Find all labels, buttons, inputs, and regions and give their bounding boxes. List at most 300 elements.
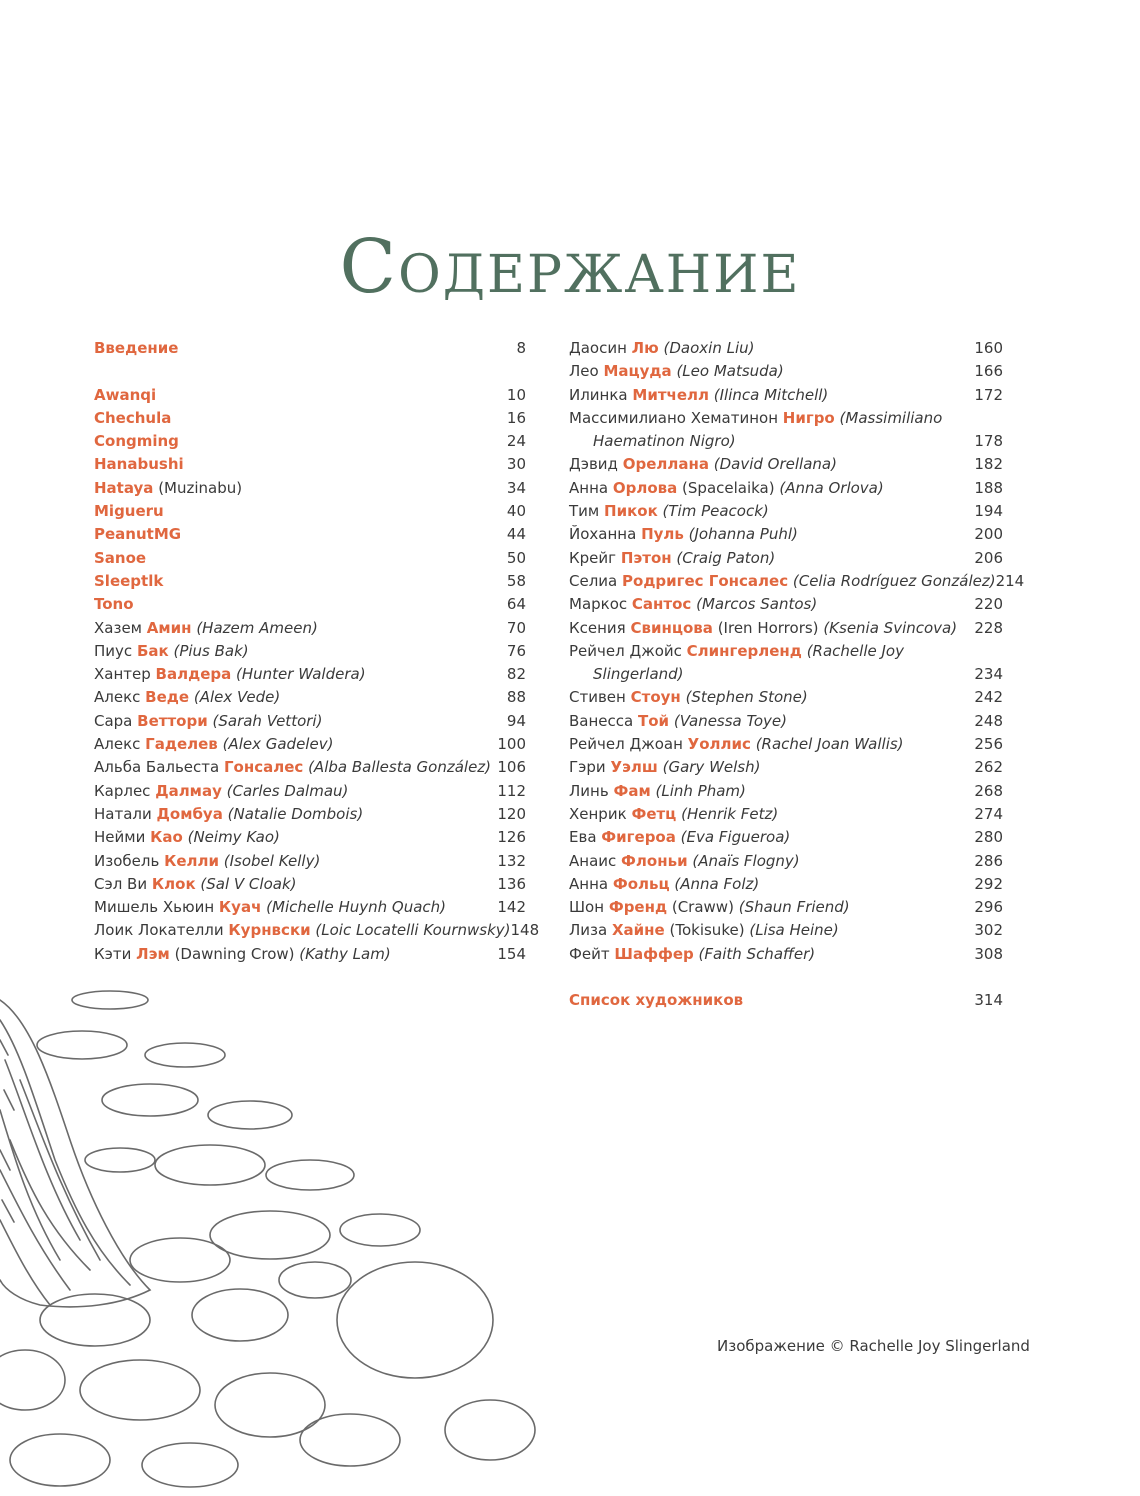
toc-gap [569, 966, 1003, 989]
toc-entry[interactable] [94, 803, 526, 826]
artist-first-name: Анна [569, 874, 609, 893]
artist-name: Шаффер [614, 944, 694, 963]
page-number: 132 [497, 851, 526, 870]
page-number: 30 [506, 455, 526, 474]
toc-entry[interactable] [94, 686, 526, 709]
page-number: 166 [974, 362, 1003, 381]
page-number: 314 [974, 991, 1003, 1010]
toc-entry[interactable] [94, 850, 526, 873]
artist-first-name: Йоханна [569, 525, 637, 544]
artist-first-name: Карлес [94, 781, 151, 800]
toc-entry-text [569, 523, 963, 546]
artist-name: Chechula [94, 408, 172, 427]
artist-latin-name: (Natalie Dombois) [227, 804, 364, 823]
toc-entry[interactable] [569, 500, 1003, 523]
artist-name: Лю [631, 339, 659, 357]
artist-name: Хайне [611, 921, 665, 940]
artist-name: Congming [94, 432, 179, 451]
toc-entry-text [569, 989, 963, 1012]
artist-first-name: Хенрик [569, 804, 627, 823]
toc-entry-text [569, 617, 963, 640]
toc-entry-text [94, 803, 486, 826]
toc-entry[interactable] [569, 360, 1003, 383]
artist-alias: (Muzinabu) [158, 478, 243, 497]
artist-latin-name: (David Orellana) [713, 455, 837, 474]
artist-name: Лэм [136, 944, 170, 963]
toc-entry-text [94, 710, 486, 733]
artist-name: Домбуа [156, 804, 223, 823]
artist-name: Пикок [604, 502, 658, 521]
pencil-sketch-illustration [0, 960, 560, 1496]
artist-name: Келли [164, 851, 219, 870]
toc-entry[interactable] [94, 919, 540, 942]
artist-latin-name: (Alex Gadelev) [222, 735, 334, 754]
artist-latin-name: (Isobel Kelly) [223, 851, 321, 870]
toc-entry-text [94, 756, 491, 779]
image-credit: Изображение © Rachelle Joy Slingerland [717, 1337, 1030, 1355]
toc-entry[interactable] [569, 686, 1003, 709]
page-number: 34 [506, 478, 526, 497]
toc-entry[interactable] [569, 733, 1003, 756]
artist-name: Стоун [630, 688, 681, 707]
artist-first-name: Альба Бальеста [94, 758, 220, 777]
page-number: 136 [497, 874, 526, 893]
page-number: 220 [974, 595, 1003, 614]
artist-first-name: Анаис [569, 851, 617, 870]
page-number: 200 [974, 525, 1003, 544]
toc-entry[interactable] [569, 919, 1003, 942]
page-number: 262 [974, 758, 1003, 777]
artist-first-name: Селиа [569, 571, 618, 590]
toc-entry[interactable] [94, 337, 526, 360]
page-number: 94 [506, 711, 526, 730]
artist-latin-name: (Stephen Stone) [685, 688, 808, 707]
artist-first-name: Илинка [569, 385, 628, 404]
toc-entry[interactable] [94, 453, 526, 476]
toc-entry-text [94, 686, 486, 709]
toc-entry-text [569, 477, 963, 500]
toc-entry[interactable] [569, 547, 1003, 570]
artist-latin-name: (Leo Matsuda) [676, 362, 784, 381]
artist-first-name: Сара [94, 711, 133, 730]
artist-alias: (Craww) [671, 898, 734, 917]
page-number: 242 [974, 688, 1003, 707]
toc-entry[interactable] [569, 989, 1003, 1012]
toc-entry[interactable] [94, 523, 526, 546]
toc-entry-text [569, 407, 963, 454]
artist-first-name: Кэти [94, 944, 132, 963]
artist-latin-name: (Ilinca Mitchell) [713, 385, 829, 404]
toc-entry-text [94, 337, 486, 360]
page-number: 234 [974, 665, 1003, 684]
toc-entry[interactable] [569, 617, 1003, 640]
artist-name: Гаделев [145, 735, 218, 754]
artist-name: Куач [218, 898, 262, 917]
toc-entry-text [94, 640, 486, 663]
artist-latin-name: (Anna Folz) [674, 874, 760, 893]
toc-entry[interactable] [569, 384, 1003, 407]
artist-name: Фетц [631, 804, 677, 823]
artist-name: Уоллис [687, 735, 751, 754]
page-number: 16 [506, 408, 526, 427]
artist-name: Сантос [631, 595, 692, 614]
page-number: 44 [506, 525, 526, 544]
artist-first-name: Хазем [94, 618, 142, 637]
artist-first-name: Крейг [569, 548, 617, 567]
artist-latin-name: (Anaïs Flogny) [692, 851, 800, 870]
artist-name: Орлова [612, 478, 678, 497]
artist-latin-name: (Pius Bak) [173, 641, 249, 660]
artist-first-name: Ксения [569, 618, 626, 637]
toc-entry-text [569, 710, 963, 733]
toc-entry[interactable] [569, 570, 1025, 593]
artist-alias: (Dawning Crow) [174, 944, 295, 963]
page-number: 10 [506, 385, 526, 404]
toc-entry[interactable] [569, 523, 1003, 546]
page-number: 50 [506, 548, 526, 567]
artist-name: Фигероа [601, 828, 676, 847]
artist-first-name: Мишель Хьюин [94, 898, 215, 917]
toc-entry-text [94, 523, 486, 546]
artist-alias: (Iren Horrors) [717, 618, 819, 637]
page-number: 280 [974, 828, 1003, 847]
artist-latin-name: (Loic Locatelli Kournwsky) [315, 921, 511, 940]
artist-name: Веде [145, 688, 190, 707]
toc-entry[interactable] [94, 640, 526, 663]
artist-name: Гонсалес [224, 758, 304, 777]
page-number: 268 [974, 781, 1003, 800]
artist-first-name: Лиза [569, 921, 608, 940]
toc-entry-text [569, 593, 963, 616]
artist-first-name: Ванесса [569, 711, 634, 730]
artist-name: Awanqi [94, 385, 157, 404]
toc-entry-text [94, 547, 486, 570]
artist-name: Уэлш [610, 758, 658, 777]
artist-name: PeanutMG [94, 525, 182, 544]
toc-entry-text [94, 919, 511, 942]
artist-name: Веттори [137, 711, 208, 730]
page-number: 292 [974, 874, 1003, 893]
page-number: 154 [497, 944, 526, 963]
artist-first-name: Лоик Локателли [94, 921, 224, 940]
page-number: 182 [974, 455, 1003, 474]
artist-name: Фольц [612, 874, 670, 893]
artist-name: Той [638, 711, 670, 730]
toc-entry[interactable] [569, 593, 1003, 616]
artist-name: Амин [146, 618, 192, 637]
artist-first-name: Рейчел Джоан [569, 735, 683, 754]
artist-name: Пэтон [620, 548, 672, 567]
artist-name: Флоньи [621, 851, 688, 870]
toc-entry[interactable] [569, 943, 1003, 966]
artist-name: Бак [136, 641, 169, 660]
page-number: 178 [974, 432, 1003, 451]
artist-first-name: Алекс [94, 688, 141, 707]
toc-entry-text [569, 686, 963, 709]
page-number: 188 [974, 478, 1003, 497]
page-number: 126 [497, 828, 526, 847]
artist-latin-name-cont: Haematinon Nigro) [593, 432, 736, 451]
toc-entry-text [569, 826, 963, 849]
artist-first-name: Даосин [569, 339, 627, 357]
toc-entry[interactable] [94, 593, 526, 616]
toc-entry-text [569, 873, 963, 896]
toc-entry-text [569, 453, 963, 476]
artist-name: Родригес Гонсалес [622, 571, 789, 590]
artist-first-name: Алекс [94, 735, 141, 754]
page-number: 302 [974, 921, 1003, 940]
artist-first-name: Натали [94, 804, 152, 823]
artist-first-name: Лео [569, 362, 599, 381]
toc-entry[interactable] [569, 710, 1003, 733]
artist-name: Фам [613, 781, 651, 800]
toc-entry-text [94, 570, 486, 593]
page-title: Содержание [339, 224, 801, 310]
artist-latin-name: (Celia Rodríguez González) [792, 571, 996, 590]
artist-name: Hanabushi [94, 455, 184, 474]
toc-entry[interactable] [94, 733, 526, 756]
toc-entry[interactable] [94, 617, 526, 640]
page-number: 248 [974, 711, 1003, 730]
toc-entry-text [569, 570, 996, 593]
page-number: 58 [506, 571, 526, 590]
artist-name: Ореллана [622, 455, 709, 474]
artist-latin-name: (Hazem Ameen) [196, 618, 318, 637]
page-number: 100 [497, 735, 526, 754]
toc-entry[interactable] [94, 756, 526, 779]
toc-entry[interactable] [94, 943, 526, 966]
page-number: 88 [506, 688, 526, 707]
toc-gap [94, 360, 526, 383]
toc-entry-text [569, 337, 963, 360]
artist-latin-name: (Gary Welsh) [662, 758, 761, 777]
artist-first-name: Рейчел Джойс [569, 641, 682, 660]
artist-name: Sanoe [94, 548, 147, 567]
page-number: 228 [974, 618, 1003, 637]
artist-latin-name: (Craig Paton) [676, 548, 776, 567]
page-number: 142 [497, 898, 526, 917]
artist-name: Sleeptlk [94, 571, 164, 590]
toc-entry[interactable] [569, 337, 1003, 360]
page-number: 148 [510, 921, 540, 940]
toc-entry[interactable] [94, 430, 526, 453]
page-number: 8 [516, 339, 526, 357]
artist-latin-name: (Sal V Cloak) [200, 874, 297, 893]
toc-entry-text [94, 826, 486, 849]
toc-entry-text [94, 500, 486, 523]
toc-entry-text [569, 850, 963, 873]
toc-entry-text [569, 896, 963, 919]
toc-entry[interactable] [94, 547, 526, 570]
toc-entry-text [94, 453, 486, 476]
toc-right-column [569, 337, 1025, 1013]
toc-entry[interactable] [569, 640, 1003, 687]
toc-entry-text [94, 896, 486, 919]
artist-latin-name: (Anna Orlova) [779, 478, 884, 497]
toc-entry[interactable] [94, 873, 526, 896]
artist-latin-name: (Eva Figueroa) [680, 828, 791, 847]
toc-entry[interactable] [94, 826, 526, 849]
artist-latin-name: (Rachel Joan Wallis) [755, 735, 904, 754]
toc-entry[interactable] [94, 477, 526, 500]
page-number: 112 [497, 781, 526, 800]
artist-latin-name: (Carles Dalmau) [226, 781, 349, 800]
artist-first-name: Тим [569, 502, 600, 521]
artist-first-name: Хантер [94, 665, 151, 684]
artist-first-name: Линь [569, 781, 609, 800]
artist-name: Слингерленд [686, 641, 802, 660]
artist-latin-name: (Tim Peacock) [662, 502, 769, 521]
toc-entry-text [94, 430, 486, 453]
artist-name: Курнвски [228, 921, 311, 940]
artist-latin-name: (Michelle Huynh Quach) [266, 898, 447, 917]
artist-name: Митчелл [632, 385, 709, 404]
artist-first-name: Изобель [94, 851, 160, 870]
page-number: 70 [506, 618, 526, 637]
artist-first-name: Нейми [94, 828, 146, 847]
toc-entry-text [94, 663, 486, 686]
page-number: 256 [974, 735, 1003, 754]
artist-latin-name: (Linh Pham) [655, 781, 746, 800]
artist-name: Свинцова [630, 618, 713, 637]
toc-entry-text [94, 617, 486, 640]
artist-latin-name: (Alex Vede) [193, 688, 281, 707]
toc-entry-text [569, 756, 963, 779]
artist-latin-name: (Shaun Friend) [738, 898, 850, 917]
artist-latin-name: (Johanna Puhl) [688, 525, 798, 544]
artist-latin-name: (Neimy Kao) [187, 828, 280, 847]
page-number: 274 [974, 804, 1003, 823]
artist-latin-name: (Rachelle Joy [806, 641, 904, 660]
artist-name: Пуль [641, 525, 684, 544]
toc-entry[interactable] [569, 756, 1003, 779]
artist-latin-name: (Massimiliano [839, 408, 943, 427]
artist-first-name: Фейт [569, 944, 610, 963]
toc-entry-text [569, 780, 963, 803]
toc-entry[interactable] [94, 384, 526, 407]
artist-name: Tono [94, 595, 134, 614]
artist-first-name: Шон [569, 898, 605, 917]
page-number: 194 [974, 502, 1003, 521]
artist-latin-name: (Sarah Vettori) [212, 711, 323, 730]
section-title: Список художников [569, 991, 744, 1010]
artist-first-name: Сэл Ви [94, 874, 148, 893]
toc-entry-text [94, 850, 486, 873]
toc-entry[interactable] [569, 850, 1003, 873]
toc-entry-text [94, 780, 486, 803]
toc-entry-text [94, 384, 486, 407]
toc-entry[interactable] [94, 407, 526, 430]
toc-left-column [94, 337, 540, 966]
page-number: 206 [974, 548, 1003, 567]
artist-first-name: Гэри [569, 758, 606, 777]
toc-entry[interactable] [569, 803, 1003, 826]
toc-entry-text [569, 943, 963, 966]
artist-latin-name: (Lisa Heine) [749, 921, 839, 940]
artist-first-name: Массимилиано Хематинон [569, 408, 779, 427]
toc-entry-text [569, 360, 963, 383]
artist-alias: (Tokisuke) [669, 921, 745, 940]
artist-first-name: Дэвид [569, 455, 618, 474]
toc-entry-text [569, 803, 963, 826]
toc-entry[interactable] [94, 896, 526, 919]
page-number: 160 [974, 339, 1003, 357]
toc-entry-text [569, 640, 963, 687]
artist-latin-name: (Daoxin Liu) [663, 339, 755, 357]
toc-entry[interactable] [94, 663, 526, 686]
toc-entry[interactable] [569, 826, 1003, 849]
artist-latin-name-cont: Slingerland) [593, 665, 684, 684]
toc-entry-text [94, 477, 486, 500]
artist-latin-name: (Kathy Lam) [299, 944, 391, 963]
artist-name: Нигро [782, 408, 835, 427]
toc-entry-text [569, 733, 963, 756]
page-number: 214 [995, 571, 1025, 590]
toc-entry[interactable] [94, 710, 526, 733]
artist-name: Migueru [94, 502, 164, 521]
toc-entry[interactable] [569, 780, 1003, 803]
toc-entry-text [569, 384, 963, 407]
artist-latin-name: (Marcos Santos) [696, 595, 818, 614]
artist-latin-name: (Hunter Waldera) [236, 665, 366, 684]
artist-first-name: Пиус [94, 641, 133, 660]
toc-entry-text [569, 919, 963, 942]
artist-first-name: Анна [569, 478, 609, 497]
toc-entry-text [94, 407, 486, 430]
toc-entry[interactable] [94, 570, 526, 593]
page-number: 76 [506, 641, 526, 660]
artist-name: Валдера [155, 665, 232, 684]
toc-entry[interactable] [569, 873, 1003, 896]
toc-entry-text [94, 733, 486, 756]
artist-first-name: Стивен [569, 688, 626, 707]
section-title: Введение [94, 339, 179, 357]
artist-name: Као [150, 828, 183, 847]
toc-entry-text [94, 943, 486, 966]
page-number: 120 [497, 804, 526, 823]
page-number: 296 [974, 898, 1003, 917]
page-number: 172 [974, 385, 1003, 404]
toc-entry-text [94, 873, 486, 896]
toc-entry[interactable] [569, 407, 1003, 454]
artist-latin-name: (Ksenia Svincova) [823, 618, 958, 637]
artist-name: Френд [608, 898, 668, 917]
toc-entry-text [569, 500, 963, 523]
toc-entry-text [569, 547, 963, 570]
page-number: 24 [506, 432, 526, 451]
toc-entry[interactable] [94, 780, 526, 803]
artist-name: Мацуда [603, 362, 672, 381]
toc-entry[interactable] [569, 896, 1003, 919]
toc-entry[interactable] [569, 477, 1003, 500]
artist-alias: (Spacelaika) [682, 478, 775, 497]
page-number: 286 [974, 851, 1003, 870]
toc-entry[interactable] [94, 500, 526, 523]
artist-first-name: Ева [569, 828, 597, 847]
page-number: 106 [497, 758, 526, 777]
page-number: 40 [506, 502, 526, 521]
toc-entry-text [94, 593, 486, 616]
toc-entry[interactable] [569, 453, 1003, 476]
page-number: 82 [506, 665, 526, 684]
artist-latin-name: (Alba Ballesta González) [308, 758, 492, 777]
page-number: 308 [974, 944, 1003, 963]
artist-name: Далмау [155, 781, 222, 800]
page-number: 64 [506, 595, 526, 614]
artist-name: Клок [151, 874, 196, 893]
artist-latin-name: (Faith Schaffer) [698, 944, 816, 963]
artist-latin-name: (Henrik Fetz) [681, 804, 779, 823]
